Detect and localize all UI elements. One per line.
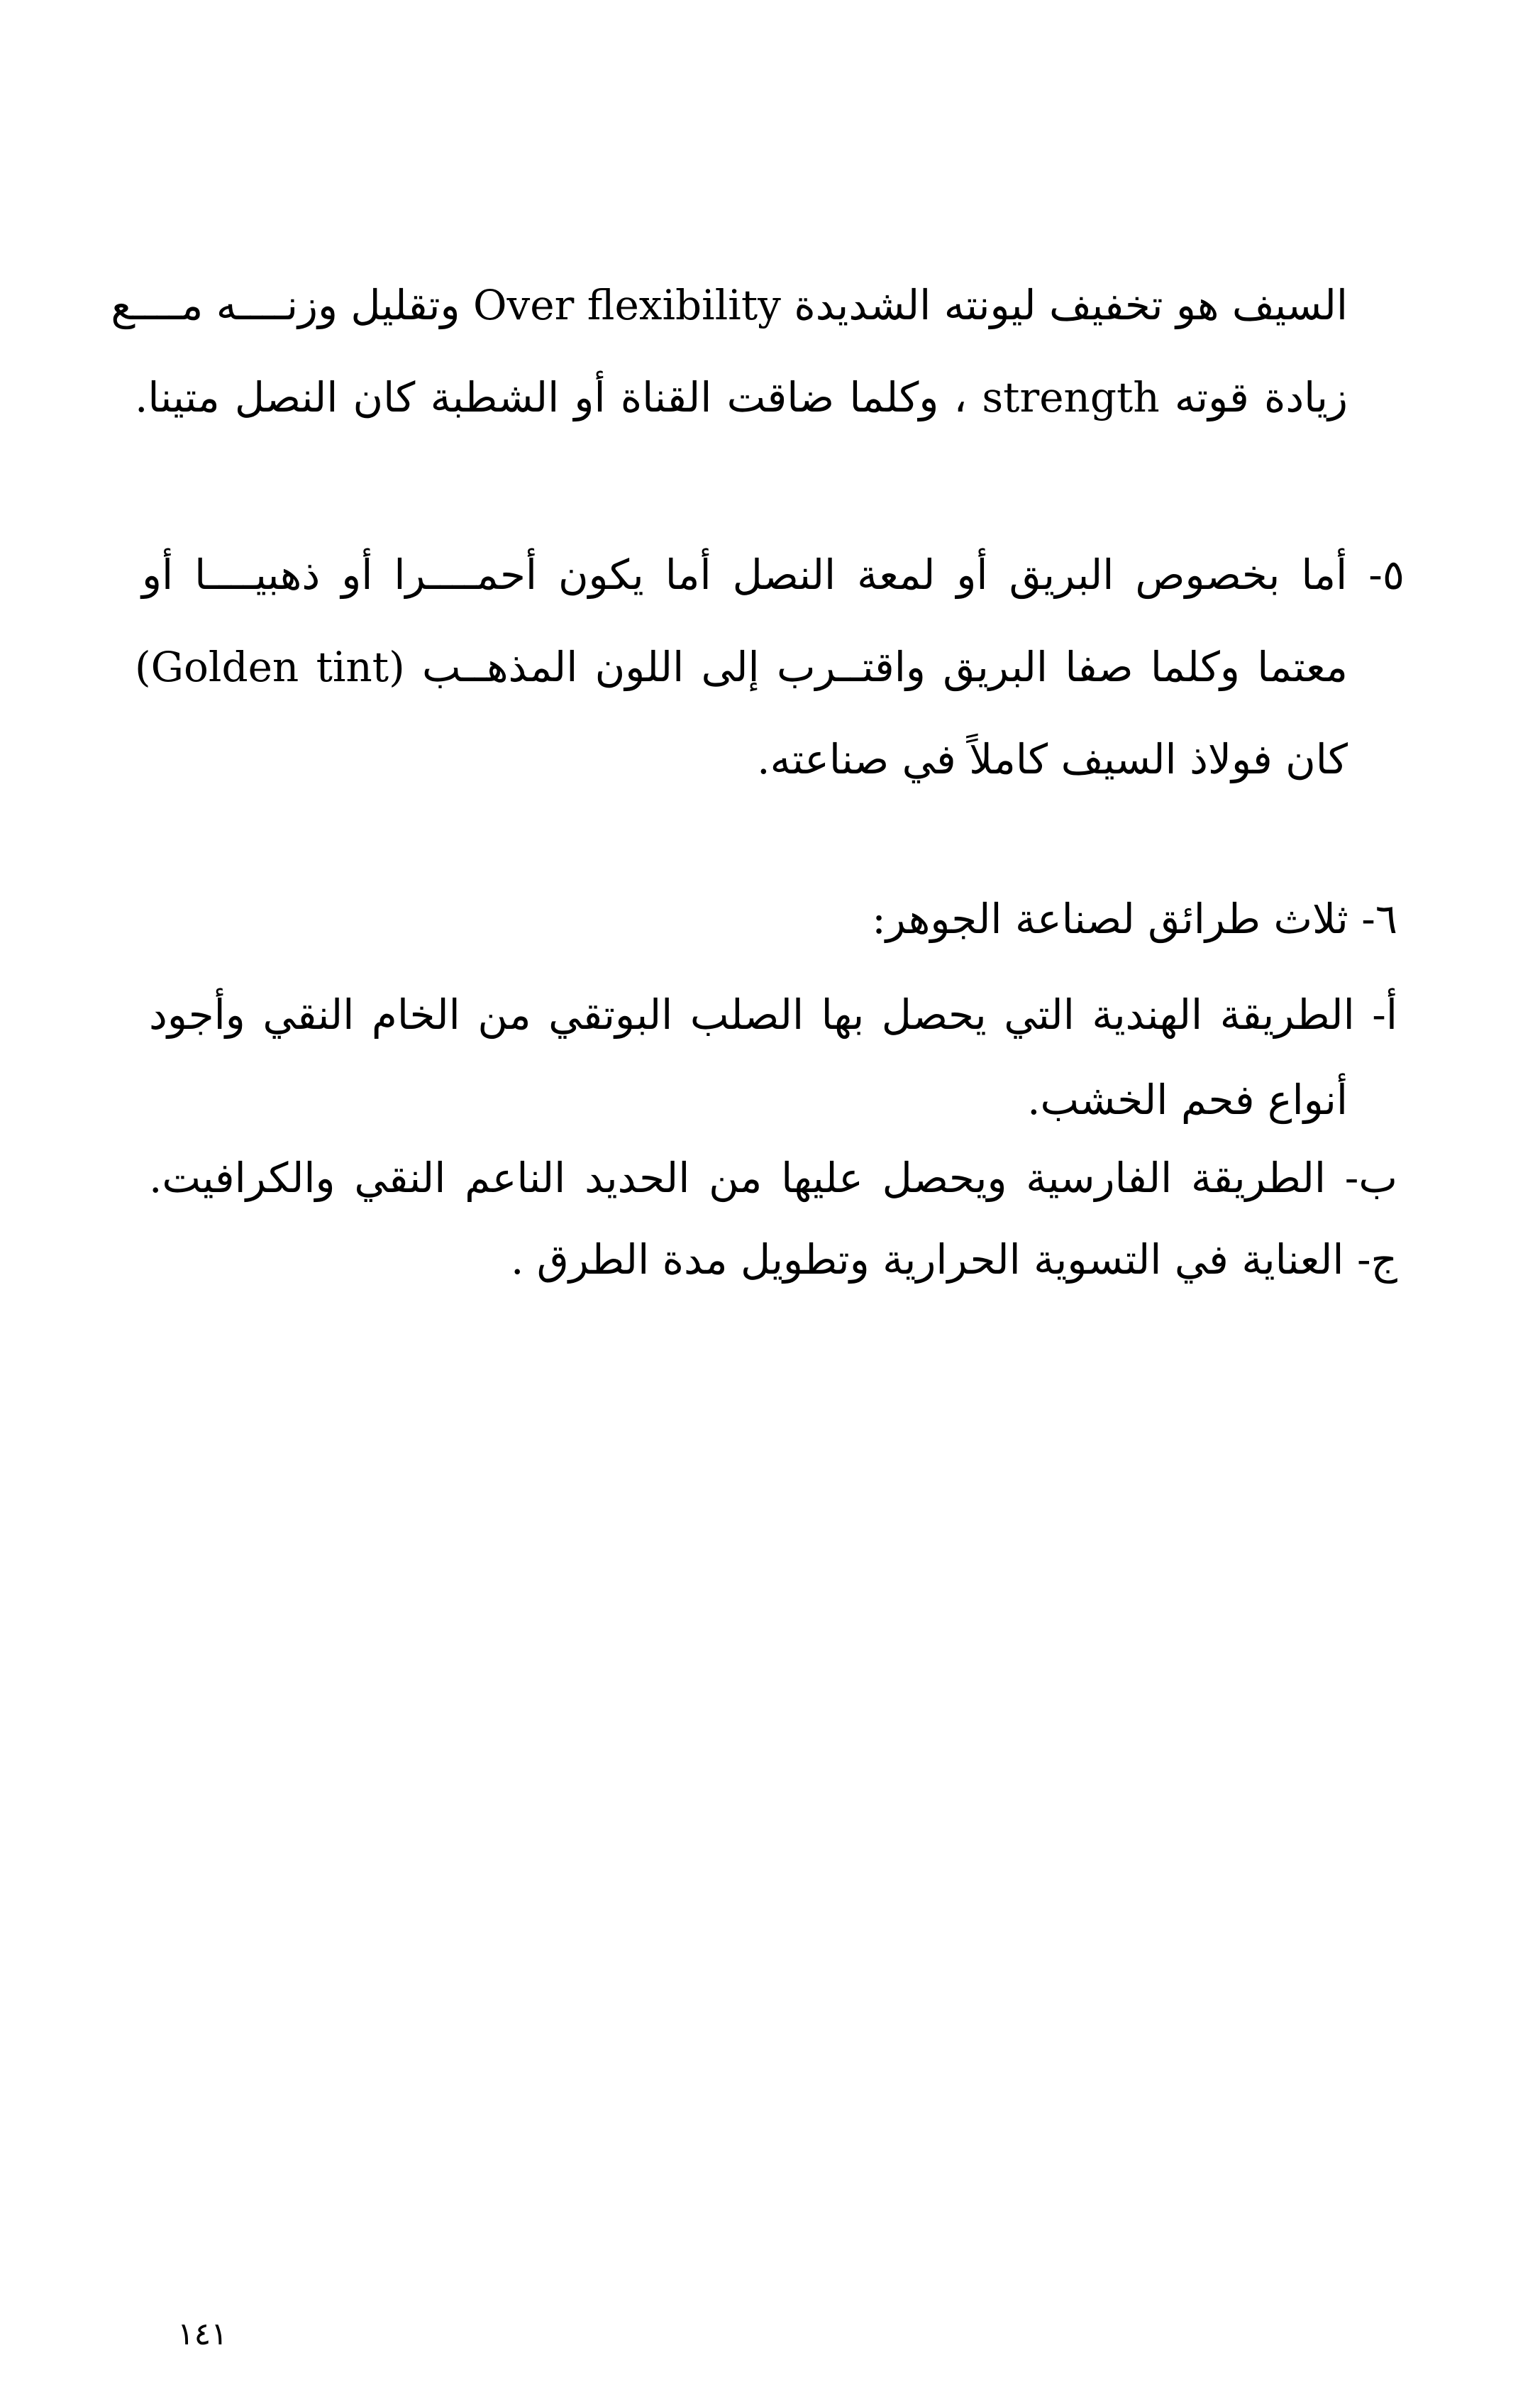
item-5-line-2: معتما وكلما صفا البريق واقتــرب إلى اللون المذهــب (Golden tint) xyxy=(135,643,1348,691)
paragraph-1-line-1: السيف هو تخفيف ليونته الشديدة Over flexibility وتقليل وزنــــه مــــع xyxy=(111,281,1348,329)
item-5-line-1: ٥- أما بخصوص البريق أو لمعة النصل أما يكون أحمــــرا أو ذهبيــــا أو xyxy=(142,551,1405,599)
item-6-heading: ٦- ثلاث طرائق لصناعة الجوهر: xyxy=(872,895,1397,943)
item-6-a-line-2: أنواع فحم الخشب. xyxy=(1027,1076,1348,1124)
item-6-b: ب- الطريقة الفارسية ويحصل عليها من الحديد الناعم النقي والكرافيت. xyxy=(149,1154,1397,1202)
item-5-line-3: كان فولاذ السيف كاملاً في صناعته. xyxy=(757,735,1348,783)
item-6-c: ج- العناية في التسوية الحرارية وتطويل مدة الطرق . xyxy=(510,1235,1397,1284)
page-number: ١٤١ xyxy=(177,2316,228,2352)
paragraph-1-line-2: زيادة قوته strength ، وكلما ضاقت القناة أو الشطبة كان النصل متينا. xyxy=(135,373,1348,421)
item-6-a-line-1: أ- الطريقة الهندية التي يحصل بها الصلب البوتقي من الخام النقي وأجود xyxy=(149,991,1397,1039)
